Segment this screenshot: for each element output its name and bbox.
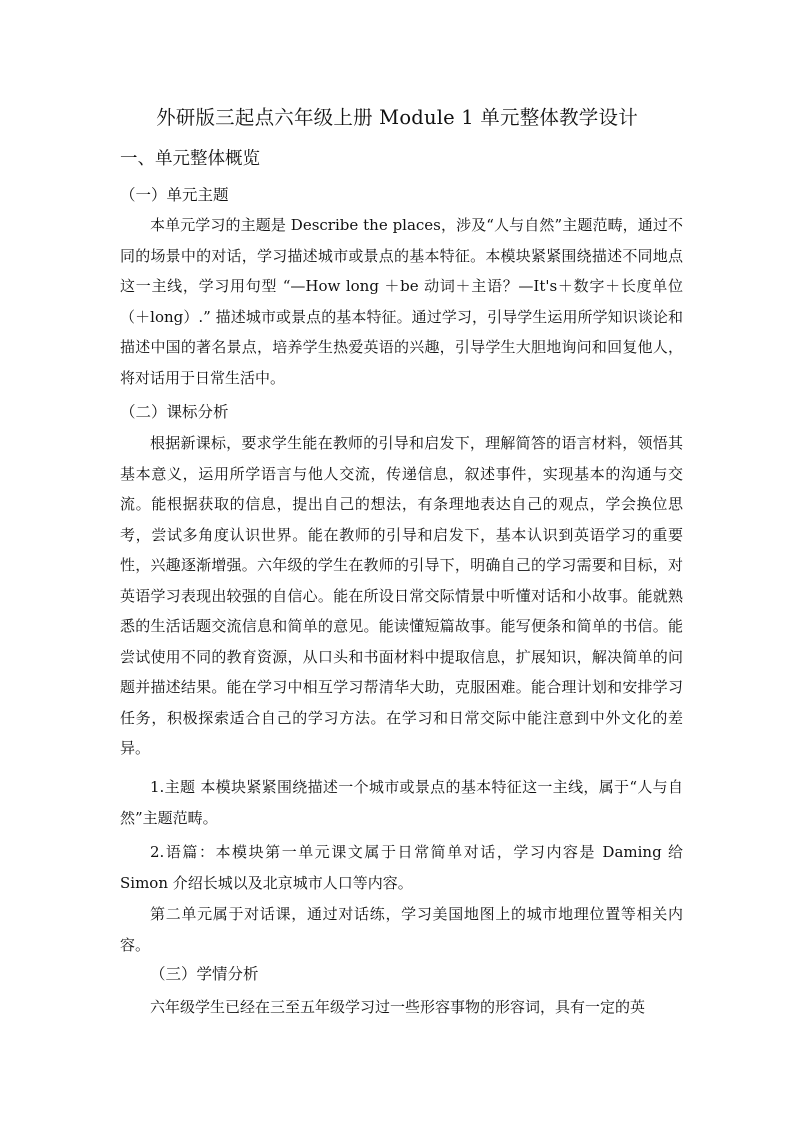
point-unit-two: 第二单元属于对话课，通过对话练，学习美国地图上的城市地理位置等相关内容。 xyxy=(120,905,683,954)
paragraph-unit-theme: 本单元学习的主题是 Describe the places，涉及“人与自然”主题范畴，通过不同的场景中的对话，学习描述城市或景点的基本特征。本模块紧紧围绕描述不同地点这一主线，学习用句型 “—How long ＋be 动词＋主语？—It's＋数字＋长度单位（＋long）.” 描述城市或景点的基本特征。通过学习，引导学生运用所学知识谈论和描述中国的著名景点，培养学生热爱英语的兴趣，引导学生大胆地询问和回复他人，将对话用于日常生活中。 xyxy=(120,216,683,387)
paragraph-learner-analysis: 六年级学生已经在三至五年级学习过一些形容事物的形容词，具有一定的英 xyxy=(150,998,646,1016)
document-title: 外研版三起点六年级上册 Module 1 单元整体教学设计 xyxy=(156,106,638,129)
section-heading-overview: 一、单元整体概览 xyxy=(120,149,260,169)
point-discourse: 2.语篇：本模块第一单元课文属于日常简单对话，学习内容是 Daming 给 Simon 介绍长城以及北京城市人口等内容。 xyxy=(120,843,683,892)
subheading-unit-theme: （一）单元主题 xyxy=(120,186,229,204)
subheading-learner-analysis: （三）学情分析 xyxy=(150,965,259,983)
subheading-curriculum-analysis: （二）课标分析 xyxy=(120,403,229,421)
paragraph-curriculum-analysis: 根据新课标，要求学生能在教师的引导和启发下，理解简答的语言材料，领悟其基本意义，运用所学语言与他人交流，传递信息，叙述事件，实现基本的沟通与交流。能根据获取的信息，提出自己的想法，有条理地表达自己的观点，学会换位思考，尝试多角度认识世界。能在教师的引导和启发下，基本认识到英语学习的重要性，兴趣逐渐增强。六年级的学生在教师的引导下，明确自己的学习需要和目标，对英语学习表现出较强的自信心。能在所设日常交际情景中听懂对话和小故事。能就熟悉的生活话题交流信息和简单的意见。能读懂短篇故事。能写便条和简单的书信。能尝试使用不同的教育资源，从口头和书面材料中提取信息，扩展知识，解决简单的问题并描述结果。能在学习中相互学习帮清华大助，克服困难。能合理计划和安排学习任务，积极探索适合自己的学习方法。在学习和日常交际中能注意到中外文化的差异。 xyxy=(120,434,683,757)
point-theme: 1.主题 本模块紧紧围绕描述一个城市或景点的基本特征这一主线，属于“人与自然”主题范畴。 xyxy=(120,778,683,827)
